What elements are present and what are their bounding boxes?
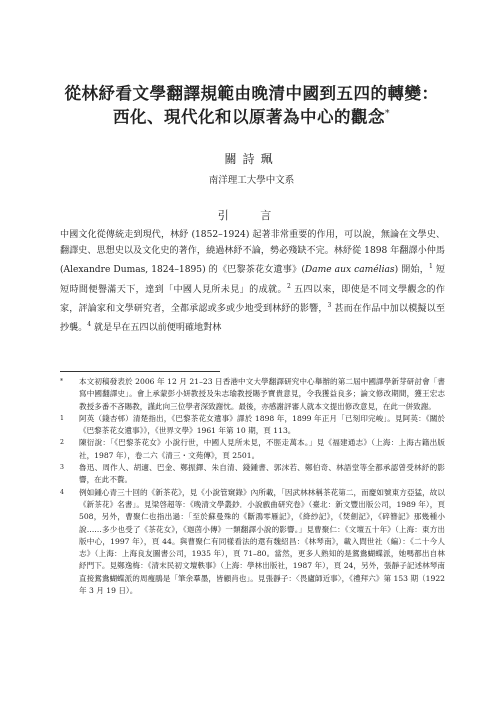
title-line-1: 從林紓看文學翻譯規範由晚清中國到五四的轉變： (64, 84, 439, 103)
intro-text-b: ) 開始， (394, 265, 429, 276)
title-footnote-mark[interactable]: * (385, 109, 390, 119)
footnote-ref-4[interactable]: 4 (87, 321, 92, 329)
footnote-ref-2[interactable]: 2 (286, 282, 291, 290)
author-name: 關詩珮 (224, 152, 279, 166)
intro-italic-title: Dame aux camélias (304, 265, 395, 276)
intro-text-f: 就是早在五四以前便明確地對林 (91, 323, 222, 334)
footnote-divider (60, 371, 220, 372)
title-line-2 (40, 104, 463, 128)
footnote-text: 例如鍾心青三十回的《新茶花》，見《小說管窺錄》內所載，「因武林林稱茶花第二，而慶如號東方亞猛，故以《新茶花》名書」。見梁啓超等：《晚清文學叢鈔．小說戲曲研究卷》（臺北：新文豐出版公司，1989 年），頁 508，另外，曹聚仁也指出過：「至於蘇曼殊的《斷鴻零雁記》，《絳紗記》，《焚劍記》，《碎簪記》那幾種小說……多少也受了《茶花女》，《迦茵小傳》一類翻譯小說的影響。」見曹聚仁：《文壇五十年》（上海：東方出版中心，1997 年），頁 44。與曹聚仁有同樣看法的還有魏紹昌：《林琴南》，載入問世社（編）：《二十今人志》（上海：上海良友圖書公司，1935 年），頁 71–80。當然，更多人熟知的是鴛鴦蝴蝶派，她嗎都出自林紓門下。見鄭逸梅：《清末民初文壇軼事》（上海：學林出版社，1987 年），頁 24，另外，張靜子記述林琴南直接鴛鴦蝴蝶派的周瘦鵑是「筆余羣墨，皆顧肖也」。見張靜子：〈畏廬師近事〉，《禮拜六》第 153 期（1922 年 3 月 19 日）。 (79, 487, 445, 596)
footnote-text: 阿英（錢杏邨）清楚指出，《巴黎茶花女遺事》譯於 1898 年，1899 年正月「已刻印完峻」。見阿英：《關於《巴黎茶花女遺事》》，《世界文學》1961 年第 10 期，頁 113。 (79, 413, 445, 436)
footnote-item (60, 487, 445, 598)
footnote-number: 3 (60, 464, 64, 472)
footnote-number: 2 (60, 439, 64, 447)
footnote-number: 1 (60, 414, 64, 422)
intro-text-d: 五四以來，即使是不同文學觀念的作家，評論家和文學研究者，全都承認或多或少地受到林紓的影響， (60, 284, 445, 314)
author-affiliation: 南洋理工大學中文系 (208, 175, 295, 186)
footnote-number: 4 (60, 488, 64, 496)
footnote-text: 魯迅、周作人、胡適、巴金、鄭振鐸、朱自清、錢鍾書、郭沫若、鄭伯奇、林語堂等全都承認曾受林紓的影響，在此不贅。 (79, 463, 445, 485)
footnote-item (60, 462, 445, 487)
intro-text-c: 短短時間便譽滿天下，達到「中國人見所未見」的成就。 (60, 265, 445, 295)
footnote-item (60, 413, 445, 438)
section-heading: 引 言 (217, 209, 286, 222)
footnote-ref-1[interactable]: 1 (429, 263, 433, 271)
footnote-item (60, 376, 445, 413)
footnote-text: 陳衍說：「《巴黎茶花女》小說行世，中國人見所未見，不脛走萬本。」見《福建通志》（上海：上海古籍出版社，1987 年），卷二六《清三・文苑傳》，頁 2501。 (79, 438, 445, 460)
article-title (40, 84, 463, 128)
footnote-text: 本文初稿發表於 2006 年 12 月 21–23 日香港中文大學翻譯研究中心舉辦的第二屆中國譯學新芽研討會「書寫中國翻譯史」。會上承蒙彭小妍教授及朱志瑜教授賜予寶貴意見，令我獲益良多；論文修改期間，獲王宏志教授多番不吝賜教，謹此向三位學者深致謝忱。最後，亦感謝評審人就本文提出修改意見，在此一併致謝。 (79, 377, 445, 411)
intro-text-a: 中國文化從傳統走到現代，林紓 (1852–1924) 起著非常重要的作用，可以說，無論在文學史、翻譯史、思想史以及文化史的著作，繞過林紓不論，勢必殘缺不完。林紓從 1898 年翻譯小仲馬 (Alexandre Dumas, 1824–1895) 的《巴黎茶花女遺事》( (60, 230, 445, 276)
footnote-ref-3[interactable]: 3 (327, 301, 332, 309)
intro-paragraph (60, 227, 445, 336)
footnote-item (60, 437, 445, 462)
title-line-2-text: 西化、現代化和以原著為中心的觀念 (113, 107, 385, 127)
footnotes (60, 376, 445, 597)
intro-text-e: 甚而在作品中加以模擬以至抄襲。 (60, 303, 445, 334)
footnote-number: * (60, 378, 64, 385)
